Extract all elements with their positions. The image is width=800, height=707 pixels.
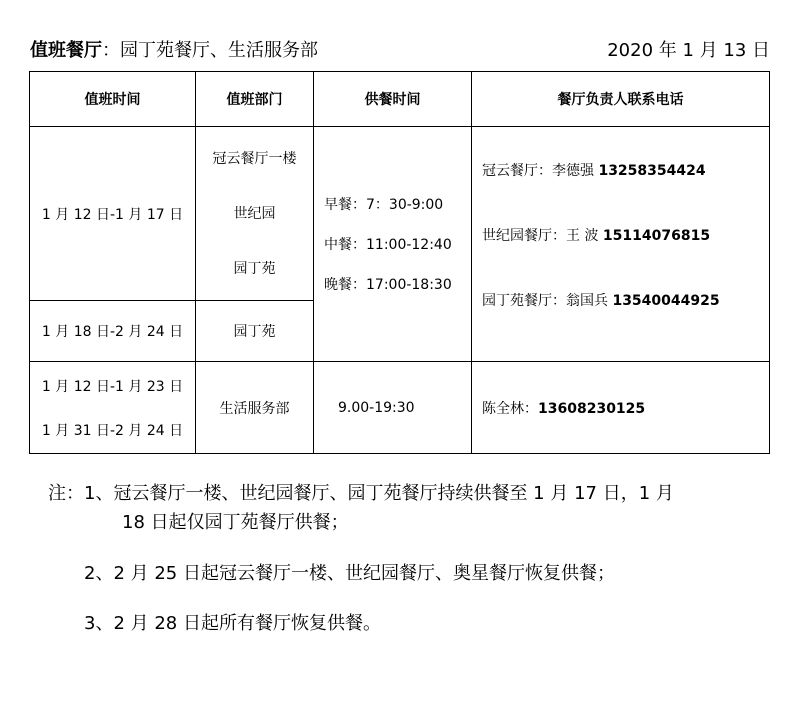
contact-yuandingyuan: 园丁苑餐厅：翁国兵 13540044925	[482, 293, 720, 309]
column-header-meal-time: 供餐时间	[314, 72, 472, 127]
department-yuandingyuan: 园丁苑	[233, 260, 276, 277]
period2-date-range: 1 月 18 日-2 月 24 日	[41, 324, 184, 340]
period3-date-cell	[30, 362, 196, 454]
period2-department: 园丁苑	[233, 324, 276, 340]
note-1-continued: 18 日起仅园丁苑餐厅供餐；	[122, 511, 349, 533]
department-guanyun: 冠云餐厅一楼	[212, 150, 297, 167]
header-date: 2020 年 1 月 13 日	[607, 40, 770, 61]
period1-department-cell	[196, 127, 314, 301]
column-header-duty-time: 值班时间	[30, 72, 196, 127]
period3-date-range-2: 1 月 31 日-2 月 24 日	[41, 422, 184, 439]
period3-date-range-1: 1 月 12 日-1 月 23 日	[41, 378, 184, 395]
period2-department-cell	[196, 301, 314, 362]
contact-cell	[472, 127, 770, 362]
period3-meal-time: 9.00-19:30	[338, 399, 415, 416]
header-separator: ：	[102, 40, 120, 61]
period1-date-range: 1 月 12 日-1 月 17 日	[41, 206, 184, 223]
table-row-period-1	[30, 127, 770, 301]
contact-guanyun: 冠云餐厅：李德强 13258354424	[482, 163, 706, 179]
page-header	[30, 36, 770, 64]
table-row-period-3	[30, 362, 770, 454]
department-shijiyuan: 世纪园	[233, 205, 276, 222]
duty-schedule-table	[29, 71, 770, 454]
meal-time-cell	[314, 127, 472, 362]
column-header-department: 值班部门	[196, 72, 314, 127]
period3-contact-cell	[472, 362, 770, 454]
contact-service-dept: 陈全林：13608230125	[482, 400, 646, 417]
period2-date-cell	[30, 301, 196, 362]
header-label: 值班餐厅	[30, 40, 102, 61]
note-1: 注：1、冠云餐厅一楼、世纪园餐厅、园丁苑餐厅持续供餐至 1 月 17 日，1 月	[48, 483, 674, 504]
contact-phone: 15114076815	[602, 228, 711, 244]
period3-department-cell	[196, 362, 314, 454]
lunch-time: 中餐：11:00-12:40	[324, 237, 452, 253]
contact-phone: 13258354424	[598, 163, 706, 179]
period3-department: 生活服务部	[219, 400, 290, 417]
notes-section	[48, 480, 770, 639]
contact-shijiyuan: 世纪园餐厅：王 波 15114076815	[482, 228, 711, 244]
notes-prefix: 注：	[48, 483, 84, 504]
period1-date-cell	[30, 127, 196, 301]
breakfast-time: 早餐：7：30-9:00	[324, 197, 444, 213]
dinner-time: 晚餐：17:00-18:30	[324, 277, 452, 293]
period3-meal-time-cell	[314, 362, 472, 454]
contact-phone: 13540044925	[612, 293, 720, 309]
table-header-row	[30, 72, 770, 127]
note-2: 2、2 月 25 日起冠云餐厅一楼、世纪园餐厅、奥星餐厅恢复供餐；	[84, 562, 615, 584]
contact-phone: 13608230125	[538, 400, 646, 417]
note-3: 3、2 月 28 日起所有餐厅恢复供餐。	[84, 613, 381, 635]
header-restaurants: 园丁苑餐厅、生活服务部	[120, 40, 318, 61]
column-header-contact: 餐厅负责人联系电话	[472, 72, 770, 127]
